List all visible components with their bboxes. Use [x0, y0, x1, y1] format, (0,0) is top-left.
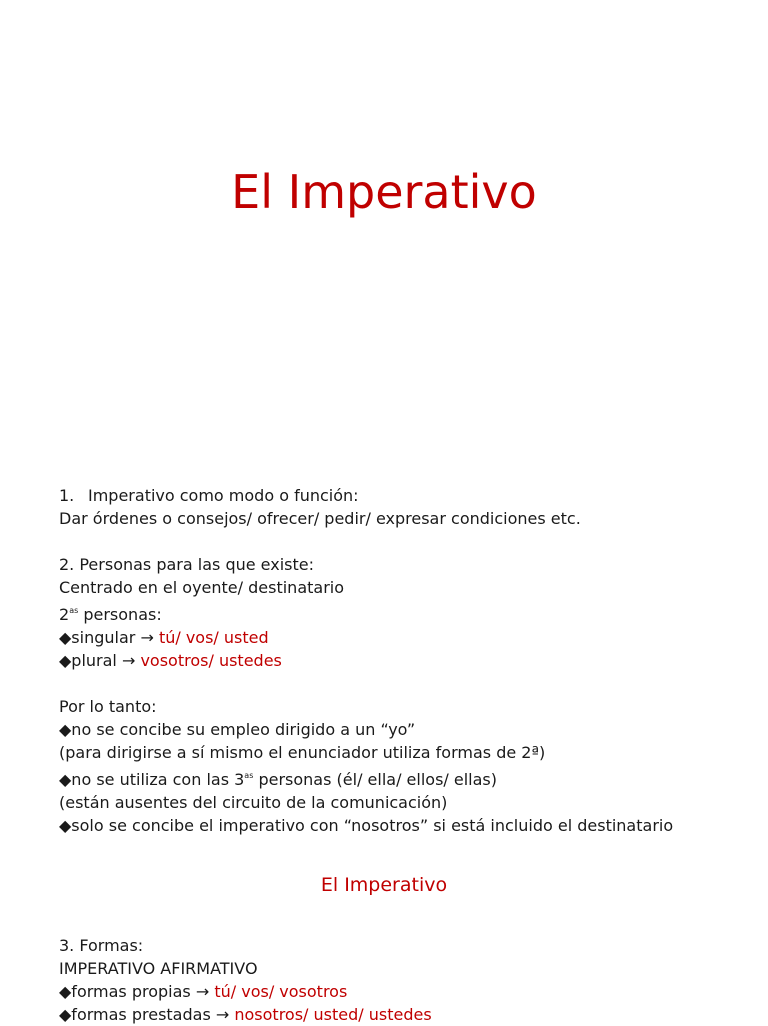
- section2-heading: 2. Personas para las que existe:: [59, 555, 314, 574]
- section3-heading: 3. Formas:: [59, 936, 144, 955]
- document-body: [59, 484, 759, 1026]
- section3-subheading: IMPERATIVO AFIRMATIVO: [59, 959, 258, 978]
- section2-line1: Centrado en el oyente/ destinatario: [59, 578, 345, 597]
- persons-prefix: 2: [59, 605, 70, 624]
- singular-label: ◆singular →: [59, 628, 159, 647]
- porlotanto-item1: ◆no se concibe su empleo dirigido a un “yo”: [59, 720, 416, 739]
- propias-value: tú/ vos/ vosotros: [214, 982, 348, 1001]
- persons-suffix: personas:: [78, 605, 162, 624]
- section2-singular: [59, 626, 759, 649]
- section-subtitle: El Imperativo: [320, 874, 448, 896]
- porlotanto-heading: Por lo tanto:: [59, 697, 157, 716]
- page-title: El Imperativo: [231, 165, 537, 219]
- spacer: [59, 837, 759, 870]
- porlotanto-item2-note: (están ausentes del circuito de la comunicación): [59, 793, 448, 812]
- spacer: [59, 900, 759, 934]
- porlotanto-item3: ◆solo se concibe el imperativo con “nosotros” si está incluido el destinatario: [59, 816, 674, 835]
- porlotanto-item1-note: (para dirigirse a sí mismo el enunciador utiliza formas de 2ª): [59, 743, 546, 762]
- section2-persons: [59, 599, 759, 626]
- spacer: [59, 672, 759, 695]
- item2-suffix: personas (él/ ella/ ellos/ ellas): [253, 770, 498, 789]
- section3-propias: [59, 980, 759, 1003]
- propias-label: ◆formas propias →: [59, 982, 215, 1001]
- section2-plural: [59, 649, 759, 672]
- item2-sup: as: [244, 771, 254, 780]
- porlotanto-item2: [59, 764, 759, 791]
- prestadas-label: ◆formas prestadas →: [59, 1005, 235, 1024]
- section1-heading-text: Imperativo como modo o función:: [88, 486, 359, 505]
- item2-prefix: ◆no se utiliza con las 3: [59, 770, 245, 789]
- spacer: [59, 530, 759, 553]
- prestadas-value: nosotros/ usted/ ustedes: [234, 1005, 432, 1024]
- section3-prestadas: [59, 1003, 759, 1026]
- section1-heading: [59, 484, 759, 507]
- singular-value: tú/ vos/ usted: [158, 628, 269, 647]
- plural-value: vosotros/ ustedes: [140, 651, 282, 670]
- persons-sup: as: [69, 606, 79, 615]
- plural-label: ◆plural →: [59, 651, 141, 670]
- section1-number: 1.: [59, 486, 75, 505]
- section1-body: Dar órdenes o consejos/ ofrecer/ pedir/ expresar condiciones etc.: [59, 509, 581, 528]
